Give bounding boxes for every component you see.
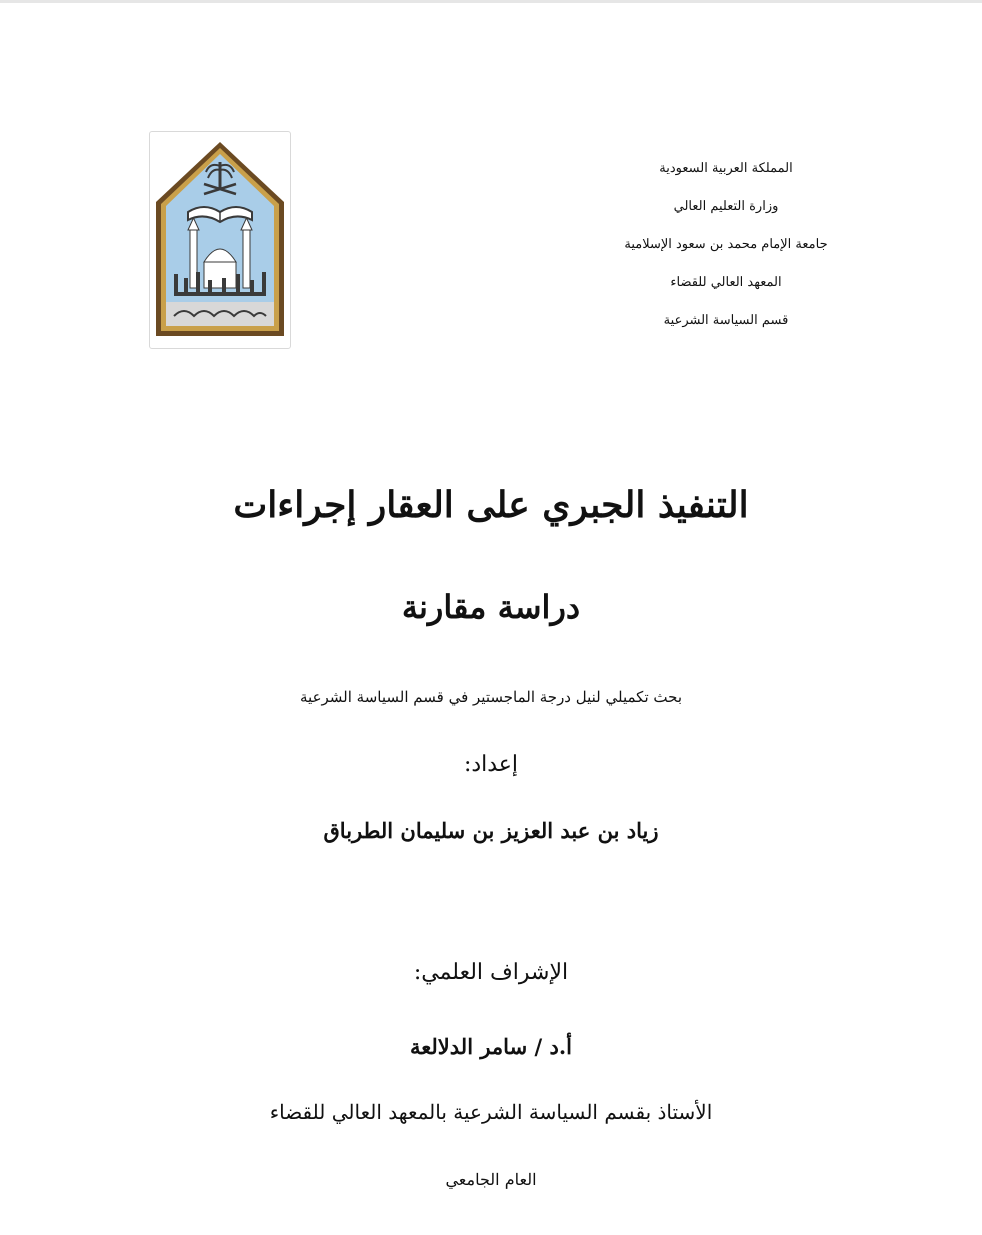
thesis-title: التنفيذ الجبري على العقار إجراءات — [233, 484, 749, 526]
header-line-university: جامعة الإمام محمد بن سعود الإسلامية — [624, 237, 828, 252]
header-line-institute: المعهد العالي للقضاء — [670, 275, 782, 290]
header-line-department: قسم السياسة الشرعية — [663, 313, 789, 328]
thesis-subtitle: دراسة مقارنة — [401, 588, 581, 626]
author-name: زياد بن عبد العزيز بن سليمان الطرباق — [323, 818, 659, 843]
institution-header — [560, 150, 892, 340]
academic-year: العام الجامعي — [445, 1170, 537, 1189]
university-logo-emblem-icon — [150, 132, 290, 348]
prepared-by-label: إعداد: — [463, 752, 519, 777]
university-logo — [149, 131, 291, 349]
header-line-country: المملكة العربية السعودية — [659, 161, 793, 176]
header-line-ministry: وزارة التعليم العالي — [673, 199, 779, 214]
top-border-line — [0, 0, 982, 3]
supervisor-name: أ.د / سامر الدلالعة — [410, 1034, 572, 1059]
thesis-purpose: بحث تكميلي لنيل درجة الماجستير في قسم السياسة الشرعية — [300, 688, 682, 706]
supervisor-title: الأستاذ بقسم السياسة الشرعية بالمعهد العالي للقضاء — [269, 1100, 713, 1124]
supervision-label: الإشراف العلمي: — [413, 960, 569, 985]
